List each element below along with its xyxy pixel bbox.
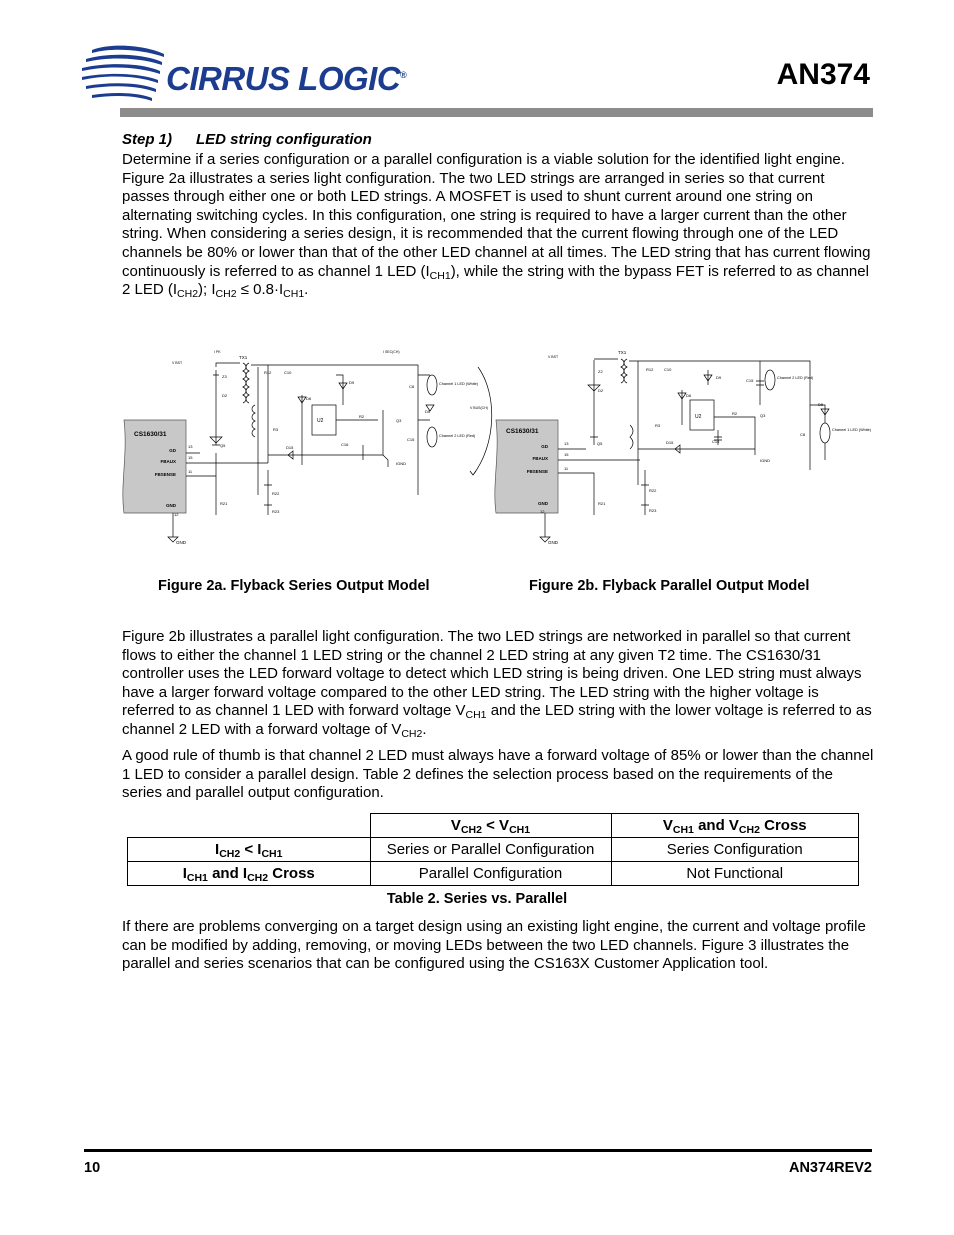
step-heading: [122, 131, 372, 148]
fig2b-z2-label: Z2: [598, 369, 603, 374]
fig2b-vbst-label: V BST: [548, 355, 559, 359]
fig2a-pin-num-12: 12: [174, 512, 179, 517]
fig2a-r21-label: R21: [220, 501, 228, 506]
header-rule: [120, 108, 873, 117]
document-revision: AN374REV2: [788, 1160, 872, 1176]
fig2a-vbus-label: V BUS(CH): [470, 406, 488, 410]
para1-text-c: ); I: [198, 281, 216, 299]
fig2a-z3-label: Z3: [222, 374, 227, 379]
step-title: LED string configuration: [196, 131, 372, 148]
figure-2b-schematic: [490, 345, 880, 555]
fig2b-r3-label: R3: [655, 423, 661, 428]
para1-text-e: .: [304, 281, 309, 299]
fig2b-controller-label: CS1630/31: [506, 428, 539, 435]
fig2a-ch2-label: Channel 2 LED (Red): [439, 434, 476, 438]
fig2a-d9-label: D9: [349, 380, 355, 385]
figure-2a-caption: Figure 2a. Flyback Series Output Model: [158, 578, 430, 594]
fig2b-c8-label: C8: [800, 432, 806, 437]
fig2b-ignd-label: IGND: [760, 458, 770, 463]
fig2b-d15-label: D15: [666, 440, 674, 445]
para1-text-d: ≤ 0.8·I: [236, 281, 284, 299]
fig2b-r2-label: R2: [732, 411, 738, 416]
series-vs-parallel-table: [127, 813, 859, 886]
cirrus-logic-logo: [78, 44, 407, 106]
table-row: [128, 838, 859, 862]
table-cell: Not Functional: [611, 862, 859, 886]
fig2b-q3-label: Q3: [760, 413, 766, 418]
fig2a-c10-label: C10: [284, 370, 292, 375]
paragraph-converging: If there are problems converging on a target design using an existing light engine, the current and voltage profile can be modified by adding, removing, or moving LEDs between the two LED channels. Figure 3 illustrates the parallel and series scenarios that can be configured using the CS163X Customer Application tool.: [122, 918, 866, 973]
fig2a-vbst-label: V BST: [172, 361, 183, 365]
fig2a-r2-label: R2: [359, 414, 365, 419]
step-number: Step 1): [122, 131, 173, 148]
fig2a-r12-label: R12: [264, 370, 272, 375]
fig2b-c15-label: C15: [746, 378, 754, 383]
fig2a-q3-label: Q3: [396, 418, 402, 423]
paragraph-rule-of-thumb: A good rule of thumb is that channel 2 LED must always have a forward voltage of 85% or lower than the channel 1 LED to consider a parallel design. Table 2 defines the selection process based on the requirements of the series and parallel output configuration.: [122, 747, 874, 802]
table-header-row: [128, 814, 859, 838]
fig2b-pin-num-12: 12: [540, 509, 545, 514]
fig2b-d2-label: D2: [598, 388, 604, 393]
fig2b-pin-fbaux: FBAUX: [532, 456, 548, 461]
fig2a-ignd-label: IGND: [396, 461, 406, 466]
fig2a-q5-label: Q5: [220, 443, 226, 448]
fig2b-tx1-label: TX1: [618, 350, 627, 355]
para2-text-a: Figure 2b illustrates a parallel light configuration. The two LED strings are networked in parallel so that current flows to either the channel 1 LED string or the channel 2 LED string at any given T2 time. The CS1630/31 controller uses the LED forward voltage to detect which LED string is being driven. One LED string must always have a larger forward voltage compared to the other LED string. The LED string with the higher voltage is referred to as channel 1 LED with forward voltage V: [122, 628, 862, 720]
para1-sub-d: CH1: [283, 288, 305, 301]
table-caption: Table 2. Series vs. Parallel: [386, 891, 568, 907]
fig2a-c16-label: C16: [341, 442, 349, 447]
para1-sub-a: CH1: [429, 269, 451, 282]
fig2a-d15-label: D15: [286, 445, 294, 450]
para1-text-a: Determine if a series configuration or a parallel configuration is a viable solution for the identified light engine. Figure 2a illustrates a series light configuration. The two LED strings are arranged in series so that current passes through either one or both LED strings. A MOSFET is used to shunt current around one string on alternating switching cycles. In this configuration, one string is required to have a larger current than the other string. When considering a series design, it is recommended that the current flowing through one of the LED channels be 80% or lower than that of the other LED channel at all times. The LED string that has current flowing continuously is referred to as channel 1 LED (I: [122, 151, 871, 280]
fig2a-pin-num-13: 13: [188, 444, 193, 449]
paragraph-series-config: [122, 151, 874, 300]
fig2a-isec-label: I SEC(CH): [383, 350, 400, 354]
para2-sub-b: CH2: [401, 727, 423, 740]
fig2b-ch2-label: Channel 2 LED (Red): [777, 376, 814, 380]
fig2a-d2-label: D2: [222, 393, 228, 398]
fig2a-pin-gnd: GND: [166, 503, 176, 508]
para1-sub-b: CH2: [177, 288, 199, 301]
logo-text: CIRRUS LOGIC: [166, 60, 401, 97]
figure-2a-schematic: [118, 345, 498, 555]
table-row-i-cross: $I_{CH1}$ and $I_{CH2}$ Cross: [128, 862, 371, 886]
fig2a-c8-label: C8: [409, 384, 415, 389]
fig2b-c10-label: C10: [664, 367, 672, 372]
table-cell: Series or Parallel Configuration: [370, 838, 611, 862]
paragraph-parallel-config: [122, 628, 874, 740]
para2-text-c: .: [422, 720, 427, 738]
fig2a-d6-label: D6: [306, 396, 312, 401]
registered-mark: ®: [400, 70, 407, 80]
document-id: AN374: [776, 58, 870, 91]
fig2b-r23-label: R23: [649, 508, 657, 513]
fig2a-gnd-label: GND: [176, 540, 186, 545]
fig2a-r23-label: R23: [272, 509, 280, 514]
fig2b-pin-num-11: 11: [564, 466, 569, 471]
fig2b-gnd-label: GND: [548, 540, 558, 545]
fig2b-q5-label: Q5: [597, 441, 603, 446]
fig2a-pin-fbsense: FBSENSE: [154, 472, 176, 477]
fig2a-pin-num-15: 15: [188, 455, 193, 460]
fig2b-pin-num-15: 15: [564, 452, 569, 457]
fig2a-ch1-label: Channel 1 LED (White): [439, 382, 479, 386]
fig2b-d9-label: D9: [716, 375, 722, 380]
para1-sub-c: CH2: [215, 288, 237, 301]
fig2b-pin-gnd: GND: [538, 501, 548, 506]
fig2a-d5-label: D5: [425, 409, 431, 414]
table-col-vch2-lt-vch1: $V_{CH2} < V_{CH1}$: [370, 814, 611, 838]
table-col-v-cross: $V_{CH1}$ and $V_{CH2}$ Cross: [611, 814, 859, 838]
fig2b-pin-num-13: 13: [564, 441, 569, 446]
para2-text-b: and the LED string with the lower voltage is referred to as channel 2 LED with a forward voltage of V: [122, 702, 872, 738]
para1-text-b: ), while the string with the bypass FET is referred to as channel 2 LED (I: [122, 262, 869, 299]
table-row-ich2-lt-ich1: $I_{CH2} < I_{CH1}$: [128, 838, 371, 862]
fig2b-r12-label: R12: [646, 367, 654, 372]
fig2a-u2-label: U2: [317, 418, 324, 424]
fig2a-tx1-label: TX1: [239, 355, 248, 360]
fig2a-controller-label: CS1630/31: [134, 431, 167, 438]
table-row: [128, 862, 859, 886]
fig2b-c16-label: C16: [712, 439, 720, 444]
fig2b-pin-gd: GD: [541, 444, 548, 449]
fig2a-r3-label: R3: [273, 427, 279, 432]
fig2b-d5-label: D5: [818, 402, 824, 407]
page-number: 10: [84, 1160, 101, 1176]
fig2a-r22-label: R22: [272, 491, 280, 496]
logo-swoosh-icon: [78, 44, 168, 106]
fig2a-pin-fbaux: FBAUX: [160, 459, 176, 464]
fig2b-r21-label: R21: [598, 501, 606, 506]
footer-rule: [84, 1149, 872, 1152]
fig2b-d6-label: D6: [686, 393, 692, 398]
fig2a-ipk-label: I PK: [214, 350, 221, 354]
fig2a-c15-label: C15: [407, 437, 415, 442]
fig2b-u2-label: U2: [695, 414, 702, 420]
fig2b-pin-fbsense: FBSENSE: [526, 469, 548, 474]
fig2a-pin-num-11: 11: [188, 469, 193, 474]
fig2b-r22-label: R22: [649, 488, 657, 493]
table-corner-cell: [128, 814, 371, 838]
table-cell: Series Configuration: [611, 838, 859, 862]
table-cell: Parallel Configuration: [370, 862, 611, 886]
figure-2b-caption: Figure 2b. Flyback Parallel Output Model: [529, 578, 810, 594]
para2-sub-a: CH1: [465, 709, 487, 722]
fig2a-pin-gd: GD: [169, 448, 176, 453]
fig2b-ch1-label: Channel 1 LED (White): [832, 428, 872, 432]
